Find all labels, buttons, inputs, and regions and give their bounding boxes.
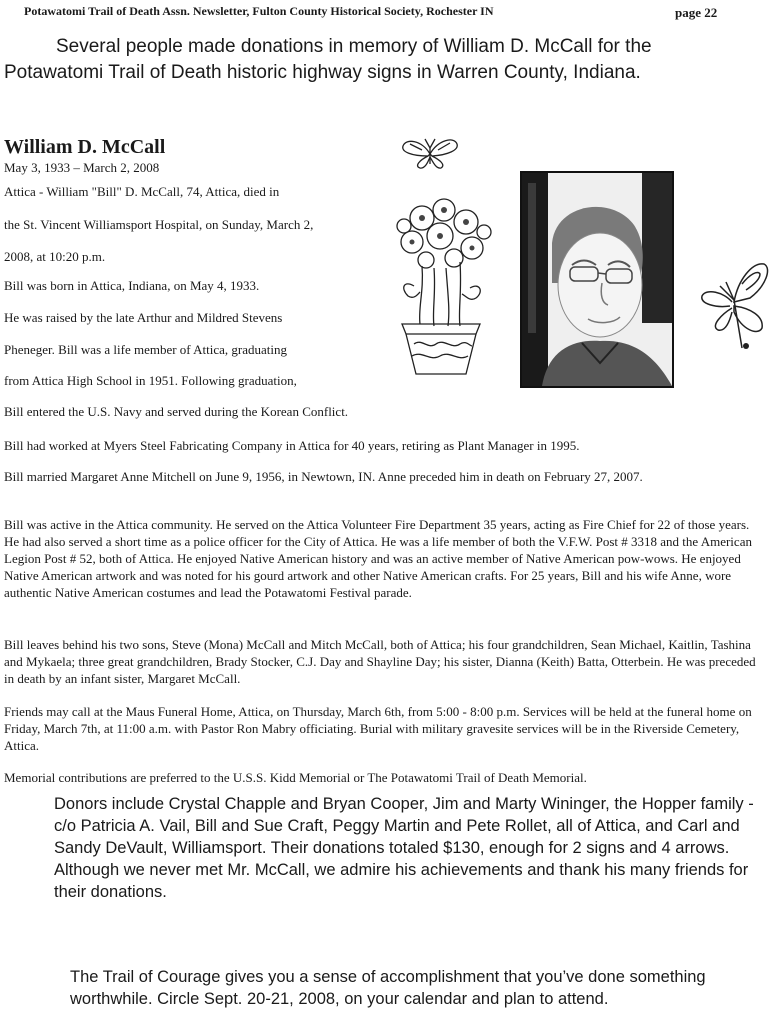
portrait-image bbox=[522, 173, 672, 386]
obituary-paragraph: Bill was active in the Attica community. He served on the Attica Volunteer Fire Department 35 years, acting as Fire Chief for 22 of those years. He had also served a short time as a police officer for the City of Attica. He was a life member of both the V.F.W. Post # 3318 and the American Legion Post # 52, both of Attica. He enjoyed Native American history and was an active member of Native American pow-wows. He enjoyed Native American artwork and was noted for his gourd artwork and other Native American crafts. For 25 years, Bill and his wife Anne, wore authentic Native American costumes and lead the Potawatomi Festival parade. bbox=[4, 517, 752, 600]
obituary-line: 2008, at 10:20 p.m. bbox=[4, 249, 106, 264]
obituary-line: the St. Vincent Williamsport Hospital, on Sunday, March 2, bbox=[4, 217, 314, 232]
obituary-paragraph: Bill leaves behind his two sons, Steve (Mona) McCall and Mitch McCall, both of Attica; his four grandchildren, Sean Michael, Kaitlin, Tashina and Mykaela; three great grandchildren, Brady Stocker, C.J. Day and Shayline Day; his sister, Dianna (Keith) Batta, Otterbein. He was preceded in death by an infant sister, Margaret McCall. bbox=[4, 637, 756, 686]
donors-section bbox=[4, 793, 766, 903]
obituary-line: Bill entered the U.S. Navy and served during the Korean Conflict. bbox=[4, 404, 349, 419]
obituary-paragraph: Friends may call at the Maus Funeral Home, Attica, on Thursday, March 6th, from 5:00 - 8:00 p.m. Services will be held at the funeral home on Friday, March 7th, at 11:00 a.m. with Pastor Ron Mabry officiating. Burial with military gravesite services will be in the Riverside Cemetery, Attica. bbox=[4, 704, 752, 753]
closing-text: The Trail of Courage gives you a sense of accomplishment that you’ve done something worthwhile. Circle Sept. 20-21, 2008, on your calendar and plan to attend. bbox=[70, 968, 706, 1008]
portrait-photo bbox=[520, 171, 674, 388]
butterfly-icon bbox=[400, 134, 460, 172]
intro-line-1: Several people made donations in memory of William D. McCall for the bbox=[56, 36, 652, 57]
obituary-name: William D. McCall bbox=[4, 136, 166, 158]
obituary-paragraph: Bill married Margaret Anne Mitchell on June 9, 1956, in Newtown, IN. Anne preceded him in death on February 27, 2007. bbox=[4, 469, 643, 484]
obituary-paragraph: Memorial contributions are preferred to the U.S.S. Kidd Memorial or The Potawatomi Trail of Death Memorial. bbox=[4, 770, 587, 785]
intro-line-2: Potawatomi Trail of Death historic highway signs in Warren County, Indiana. bbox=[4, 62, 641, 83]
obituary-line: Attica - William "Bill" D. McCall, 74, Attica, died in bbox=[4, 184, 280, 199]
obituary-line: He was raised by the late Arthur and Mildred Stevens bbox=[4, 310, 283, 325]
flower-pot-illustration bbox=[382, 196, 500, 380]
obituary-line: Pheneger. Bill was a life member of Attica, graduating bbox=[4, 342, 288, 357]
obituary-line: from Attica High School in 1951. Following graduation, bbox=[4, 373, 297, 388]
thanks-paragraph: Although we never met Mr. McCall, we admire his achievements and thank his many friends for their donations. bbox=[54, 861, 749, 901]
obituary-dates: May 3, 1933 – March 2, 2008 bbox=[4, 160, 160, 175]
butterfly-icon bbox=[698, 256, 770, 354]
intro-paragraph bbox=[4, 34, 766, 86]
obituary-line: Bill was born in Attica, Indiana, on May 4, 1933. bbox=[4, 278, 260, 293]
closing-paragraph bbox=[16, 966, 766, 1010]
donors-paragraph: Donors include Crystal Chapple and Bryan Cooper, Jim and Marty Wininger, the Hopper family - c/o Patricia A. Vail, Bill and Sue Craft, Peggy Martin and Pete Rollet, all of Attica, and Carl and Sandy DeVault, Williamsport. Their donations totaled $130, enough for 2 signs and 4 arrows. bbox=[54, 795, 754, 857]
obituary-paragraph: Bill had worked at Myers Steel Fabricating Company in Attica for 40 years, retiring as Plant Manager in 1995. bbox=[4, 438, 580, 453]
page-number: page 22 bbox=[675, 5, 718, 20]
newsletter-header: Potawatomi Trail of Death Assn. Newsletter, Fulton County Historical Society, Rochester IN bbox=[24, 4, 494, 18]
